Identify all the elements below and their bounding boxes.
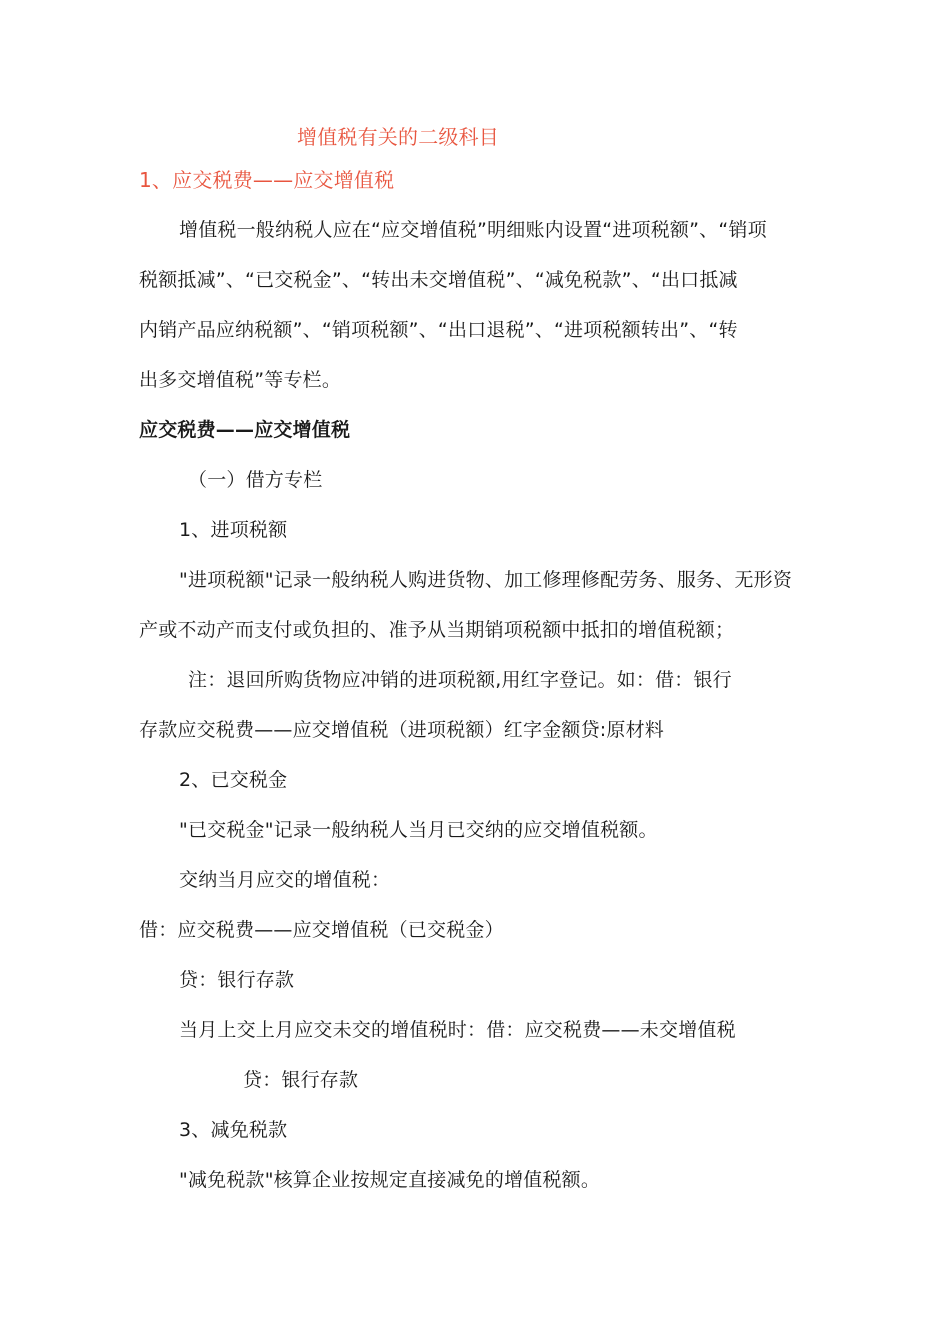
item2-title: 2、已交税金	[179, 769, 288, 791]
intro-line-2: 税额抵减”、“已交税金”、“转出未交增值税”、“减免税款”、“出口抵减	[139, 269, 738, 291]
item1-title: 1、进项税额	[179, 519, 288, 541]
item3-description: "减免税款"核算企业按规定直接减免的增值税额。	[179, 1169, 601, 1191]
item2-pay-label: 交纳当月应交的增值税：	[179, 869, 391, 891]
item2-credit-entry: 贷：银行存款	[179, 969, 295, 991]
item1-line-2: 产或不动产而支付或负担的、准予从当期销项税额中抵扣的增值税额；	[139, 619, 735, 641]
item3-title: 3、减免税款	[179, 1119, 288, 1141]
item1-line-1: "进项税额"记录一般纳税人购进货物、加工修理修配劳务、服务、无形资	[179, 569, 793, 591]
bold-heading: 应交税费——应交增值税	[139, 419, 351, 441]
note-line-2: 存款应交税费——应交增值税（进项税额）红字金额贷:原材料	[139, 719, 665, 741]
note-line-1: 注：退回所购货物应冲销的进项税额,用红字登记。如：借：银行	[188, 669, 732, 691]
intro-line-4: 出多交增值税”等专栏。	[139, 369, 342, 391]
intro-line-1: 增值税一般纳税人应在“应交增值税”明细账内设置“进项税额”、“销项	[179, 219, 767, 241]
intro-line-3: 内销产品应纳税额”、“销项税额”、“出口退税”、“进项税额转出”、“转	[139, 319, 738, 341]
section-heading: 1、应交税费——应交增值税	[139, 168, 395, 192]
debit-section-heading: （一）借方专栏	[188, 469, 323, 491]
document-title: 增值税有关的二级科目	[297, 125, 499, 149]
item2-prev-credit-entry: 贷：银行存款	[243, 1069, 359, 1091]
item2-debit-entry: 借：应交税费——应交增值税（已交税金）	[139, 919, 504, 941]
item2-description: "已交税金"记录一般纳税人当月已交纳的应交增值税额。	[179, 819, 658, 841]
item2-prev-month-entry: 当月上交上月应交未交的增值税时：借：应交税费——未交增值税	[179, 1019, 736, 1041]
